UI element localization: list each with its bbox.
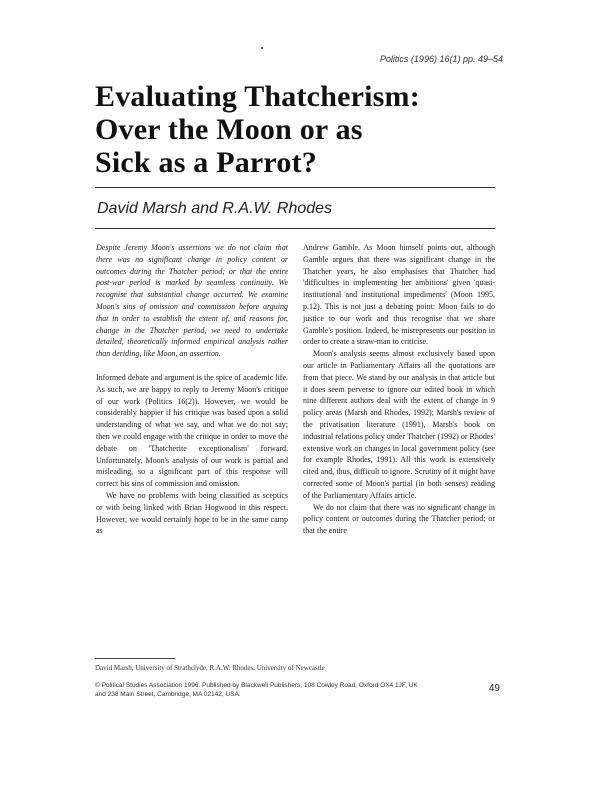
author-affiliations: David Marsh, University of Strathclyde, R.A.W. Rhodes, University of Newcastle: [95, 664, 325, 672]
abstract: Despite Jeremy Moon's assertions we do not claim that there was no significant change in policy content or outcomes during the Thatcher period; or that the entire post-war period is marked by seamless continuity. We recognise that substantial change occurred. We examine Moon's sins of omission and commission before arguing that in order to establish the extent of, and reasons for, change in the Thatcher period, we need to undertake detailed, theoretically informed empirical analysis rather than deriding, like Moon, an assertion.: [96, 243, 288, 359]
body-paragraph: Informed debate and argument is the spice of academic life. As such, we are happy to reply to Jeremy Moon's critique of our work (Politics 16(2)). However, we would be considerably happier if his critique was based upon a solid understanding of what we say, and what we do not say; then we could engage with the critique in order to move the debate on 'Thatcherite exceptionalism' forward. Unfortunately, Moon's analysis of our work is partial and misleading, so a significant part of this response will correct his sins of commission and omission.: [96, 372, 288, 489]
title-line-3: Sick as a Parrot?: [95, 146, 317, 179]
title-line-2: Over the Moon or as: [95, 113, 363, 146]
body-paragraph: We have no problems with being classified as sceptics or with being linked with Brian Hogwood in this respect. However, we would certainly hope to be in the same camp as: [96, 490, 288, 536]
scan-speck: [261, 47, 263, 49]
copyright-notice: © Political Studies Association 1996. Published by Blackwell Publishers, 108 Cowley Road, Oxford OX4 1JF, UK and 238 Main Street, Cambridge, MA 02142, USA.: [95, 682, 418, 698]
page-number: 49: [488, 683, 500, 694]
title-line-1: Evaluating Thatcherism:: [95, 80, 420, 113]
right-column: [303, 242, 495, 537]
article-title: [95, 80, 515, 179]
journal-reference: Politics (1996) 16(1) pp. 49–54: [379, 54, 503, 64]
left-column: [96, 242, 288, 537]
body-paragraph: We do not claim that there was no significant change in policy content or outcomes during the Thatcher period; or that the entire: [303, 502, 495, 536]
authors-divider: [95, 228, 495, 229]
body-paragraph: Andrew Gamble. As Moon himself points out, although Gamble argues that there was significant change in the Thatcher years, he also emphasises that Thatcher had 'difficulties in implementing her ambitions' given 'quasi-institutional and institutional impediments' (Moon 1995, p.12). This is not just a debating point: Moon fails to do justice to our work and thus recognise that we share Gamble's position. Indeed, he misrepresents our position in order to create a straw-man to criticise.: [303, 243, 495, 347]
article-authors: David Marsh and R.A.W. Rhodes: [97, 200, 333, 217]
footnote-divider: [95, 658, 175, 659]
title-divider: [95, 187, 495, 188]
body-paragraph: Moon's analysis seems almost exclusively based upon our article in Parliamentary Affairs all the quotations are from that piece. We stand by our analysis in that article but it does seem perverse to ignore our edited book in which nine different authors deal with the extent of change in 9 policy areas (Marsh and Rhodes, 1992); Marsh's review of the privatisation literature (1991), Marsh's book on industrial relations policy under Thatcher (1992) or Rhodes' extensive work on changes in local government policy (see for example Rhodes, 1991). All this work is extensively cited and, thus, difficult to ignore. Scrutiny of it might have corrected some of Moon's partial (in both senses) reading of the Parliamentary Affairs article.: [303, 349, 495, 500]
